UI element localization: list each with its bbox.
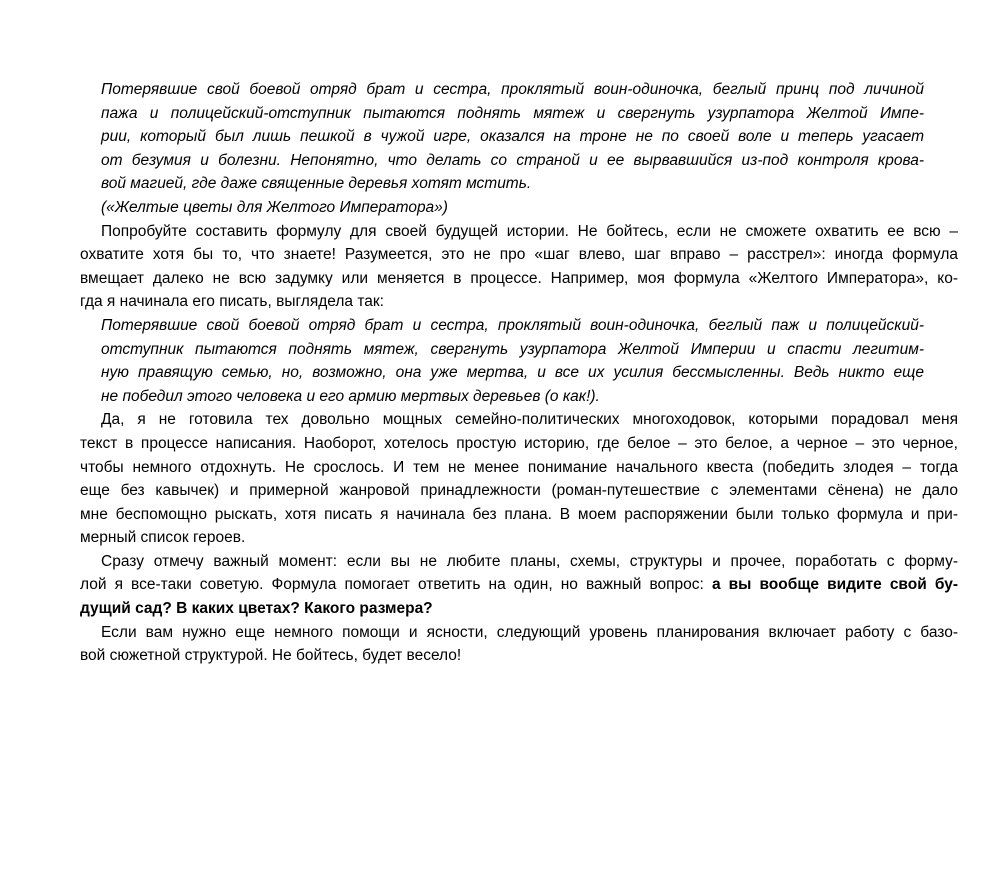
quote-line: не победил этого человека и его армию мертвых деревьев (о как!).	[101, 387, 600, 405]
key-question: дущий сад? В каких цветах? Какого размера?	[80, 600, 433, 618]
key-question: а вы вообще видите свой бу-	[711, 576, 958, 594]
paragraph-line: еще без кавычек) и примерной жанровой принадлежности (роман-путешествие с элементами сёнена) не дало	[80, 482, 958, 500]
quote-line: ную правящую семью, но, возможно, она уже мертва, и все их усилия бессмысленны. Ведь никто еще	[101, 364, 924, 382]
paragraph-line	[80, 573, 958, 597]
quote-line: Потерявшие свой боевой отряд брат и сестра, проклятый воин-одиночка, беглый паж и полицейский-	[101, 316, 924, 334]
paragraph-line: гда я начинала его писать, выглядела так:	[80, 293, 384, 311]
epigraph-line: от безумия и болезни. Непонятно, что делать со страной и ее вырвавшийся из-под контроля крова-	[101, 151, 924, 169]
paragraph-text: лой я все-таки советую. Формула помогает ответить на один, но важный вопрос:	[80, 576, 712, 594]
paragraph	[80, 550, 958, 621]
epigraph-line: пажа и полицейский-отступник пытаются поднять мятеж и свергнуть узурпатора Желтой Импе-	[101, 104, 924, 122]
paragraph-line: вмещает далеко не всю задумку или меняется в процессе. Например, моя формула «Желтого Императора», ко-	[80, 269, 958, 287]
paragraph	[80, 220, 958, 314]
epigraph-quote	[80, 78, 958, 220]
document-page	[80, 78, 958, 668]
quote-line: отступник пытаются поднять мятеж, свергнуть узурпатора Желтой Империи и спасти легитим-	[101, 340, 924, 358]
formula-quote	[80, 314, 958, 408]
epigraph-line: рии, который был лишь пешкой в чужой игре, оказался на троне не по своей воле и теперь угасает	[101, 128, 924, 146]
paragraph-line: охватите хотя бы то, что знаете! Разумеется, это не про «шаг влево, шаг вправо – расстрел»: иногда формула	[80, 246, 958, 264]
epigraph-line: Потерявшие свой боевой отряд брат и сестра, проклятый воин-одиночка, беглый принц под личиной	[101, 81, 924, 98]
paragraph	[80, 621, 958, 668]
paragraph-line: мерный список героев.	[80, 529, 246, 547]
paragraph-line: чтобы немного отдохнуть. Не срослось. И тем не менее понимание начального квеста (победить злодея – тогда	[80, 458, 958, 476]
epigraph-source: («Желтые цветы для Желтого Императора»)	[101, 198, 448, 216]
paragraph-line: Если вам нужно еще немного помощи и ясности, следующий уровень планирования включает работу с базо-	[101, 623, 958, 641]
epigraph-line: вой магией, где даже священные деревья хотят мстить.	[101, 175, 532, 193]
paragraph-line: Сразу отмечу важный момент: если вы не любите планы, схемы, структуры и прочее, поработать с форму-	[101, 552, 958, 570]
paragraph-line: Да, я не готовила тех довольно мощных семейно-политических многоходовок, которыми порадовал меня	[101, 411, 958, 429]
paragraph	[80, 408, 958, 550]
paragraph-line: Попробуйте составить формулу для своей будущей истории. Не бойтесь, если не сможете охватить ее всю –	[101, 222, 958, 240]
paragraph-line: вой сюжетной структурой. Не бойтесь, будет весело!	[80, 647, 462, 665]
paragraph-line: мне беспомощно рыскать, хотя писать я начинала без плана. В моем распоряжении были только формула и при-	[80, 505, 958, 523]
paragraph-line: текст в процессе написания. Наоборот, хотелось простую историю, где белое – это белое, а черное – это черное,	[80, 434, 958, 452]
